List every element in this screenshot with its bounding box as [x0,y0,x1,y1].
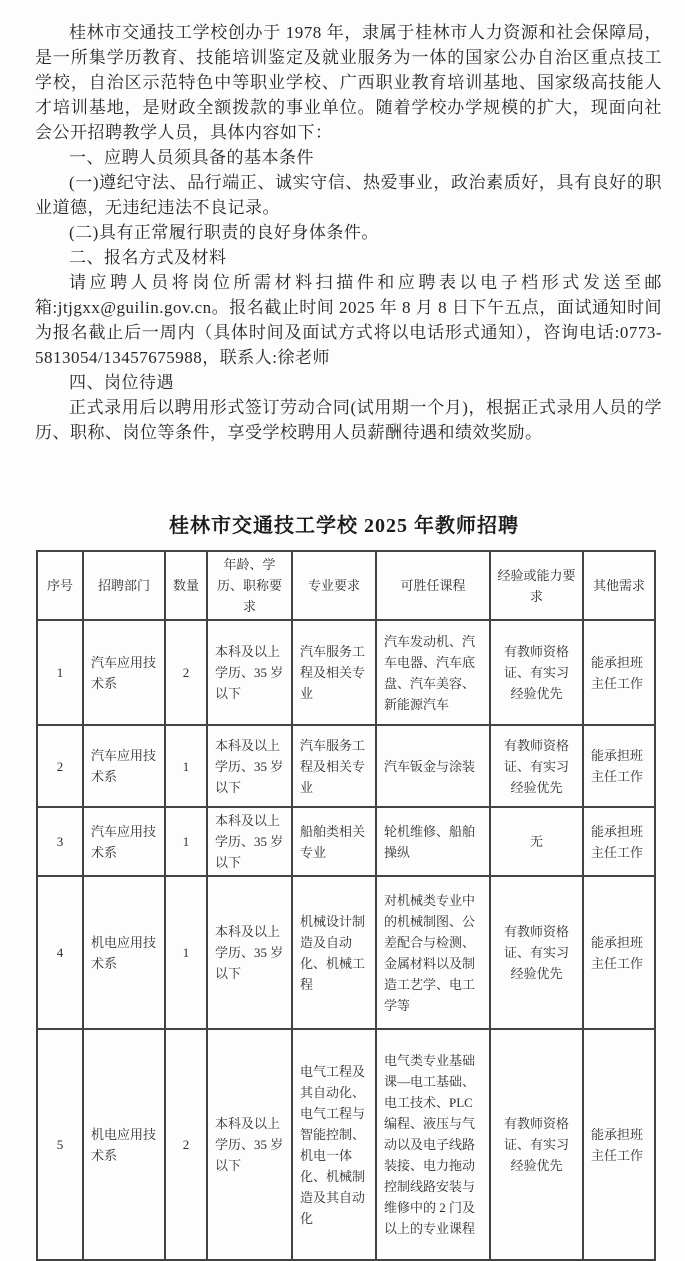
intro-paragraph: 桂林市交通技工学校创办于 1978 年，隶属于桂林市人力资源和社会保障局，是一所集学历教育、技能培训鉴定及就业服务为一体的国家公办自治区重点技工学校，自治区示范特色中等职业学校、广西职业教育培训基地、国家级高技能人才培训基地，是财政全额拨款的事业单位。随着学校办学规模的扩大，现面向社会公开招聘教学人员，具体内容如下： [35,23,662,142]
cell-courses: 对机械类专业中的机械制图、公差配合与检测、金属材料以及制造工艺学、电工学等 [376,876,490,1029]
recruitment-table [36,550,656,1261]
cell-major: 船舶类相关专业 [292,807,376,876]
cell-seq: 3 [37,807,83,876]
cell-department: 汽车应用技术系 [83,620,165,725]
cell-department: 汽车应用技术系 [83,807,165,876]
section-4-body: 正式录用后以聘用形式签订劳动合同(试用期一个月)，根据正式录用人员的学历、职称、岗位等条件，享受学校聘用人员薪酬待遇和绩效奖励。 [35,398,662,442]
column-header-other: 其他需求 [583,551,655,620]
section-1-heading: 一、应聘人员须具备的基本条件 [69,148,314,167]
column-header-courses: 可胜任课程 [376,551,490,620]
table-row [37,876,655,1029]
cell-major: 电气工程及其自动化、电气工程与智能控制、机电一体化、机械制造及其自动化 [292,1029,376,1260]
cell-quantity: 1 [165,807,207,876]
cell-courses: 汽车钣金与涂装 [376,725,490,807]
table-row [37,620,655,725]
table-row [37,1029,655,1260]
cell-quantity: 2 [165,620,207,725]
table-row [37,807,655,876]
cell-major: 汽车服务工程及相关专业 [292,620,376,725]
column-header-seq: 序号 [37,551,83,620]
column-header-department: 招聘部门 [83,551,165,620]
section-1-item-1: (一)遵纪守法、品行端正、诚实守信、热爱事业，政治素质好，具有良好的职业道德，无违纪违法不良记录。 [35,173,662,217]
section-2-body: 请应聘人员将岗位所需材料扫描件和应聘表以电子档形式发送至邮箱:jtjgxx@guilin.gov.cn。报名截止时间 2025 年 8 月 8 日下午五点，面试通知时间为报名截止后一周内（具体时间及面试方式将以电话形式通知），咨询电话:0773-5813054/13457675988，联系人:徐老师 [35,273,662,367]
cell-age-edu: 本科及以上学历、35 岁以下 [207,725,292,807]
cell-department: 机电应用技术系 [83,876,165,1029]
cell-age-edu: 本科及以上学历、35 岁以下 [207,620,292,725]
cell-seq: 2 [37,725,83,807]
cell-department: 汽车应用技术系 [83,725,165,807]
cell-courses: 轮机维修、船舶操纵 [376,807,490,876]
table-header-row [37,551,655,620]
cell-age-edu: 本科及以上学历、35 岁以下 [207,876,292,1029]
column-header-quantity: 数量 [165,551,207,620]
table-row [37,725,655,807]
cell-quantity: 1 [165,876,207,1029]
cell-experience: 有教师资格证、有实习经验优先 [490,620,583,725]
cell-age-edu: 本科及以上学历、35 岁以下 [207,807,292,876]
cell-seq: 1 [37,620,83,725]
section-1-item-2: (二)具有正常履行职责的良好身体条件。 [69,223,379,242]
cell-quantity: 2 [165,1029,207,1260]
column-header-age-edu: 年龄、学历、职称要求 [207,551,292,620]
cell-experience: 有教师资格证、有实习经验优先 [490,876,583,1029]
cell-courses: 汽车发动机、汽车电器、汽车底盘、汽车美容、新能源汽车 [376,620,490,725]
section-4-heading: 四、岗位待遇 [69,373,174,392]
cell-other: 能承担班主任工作 [583,725,655,807]
cell-courses: 电气类专业基础课—电工基础、电工技术、PLC 编程、液压与气动以及电子线路装接、电力拖动控制线路安装与维修中的 2 门及以上的专业课程 [376,1029,490,1260]
cell-experience: 有教师资格证、有实习经验优先 [490,1029,583,1260]
column-header-experience: 经验或能力要求 [490,551,583,620]
cell-major: 汽车服务工程及相关专业 [292,725,376,807]
notice-text-block [35,20,662,445]
column-header-major: 专业要求 [292,551,376,620]
cell-other: 能承担班主任工作 [583,807,655,876]
cell-age-edu: 本科及以上学历、35 岁以下 [207,1029,292,1260]
cell-department: 机电应用技术系 [83,1029,165,1260]
cell-major: 机械设计制造及自动化、机械工程 [292,876,376,1029]
cell-experience: 有教师资格证、有实习经验优先 [490,725,583,807]
cell-other: 能承担班主任工作 [583,620,655,725]
section-2-heading: 二、报名方式及材料 [69,248,227,267]
cell-seq: 5 [37,1029,83,1260]
table-title: 桂林市交通技工学校 2025 年教师招聘 [169,515,519,537]
cell-other: 能承担班主任工作 [583,1029,655,1260]
cell-experience: 无 [490,807,583,876]
cell-quantity: 1 [165,725,207,807]
cell-seq: 4 [37,876,83,1029]
cell-other: 能承担班主任工作 [583,876,655,1029]
